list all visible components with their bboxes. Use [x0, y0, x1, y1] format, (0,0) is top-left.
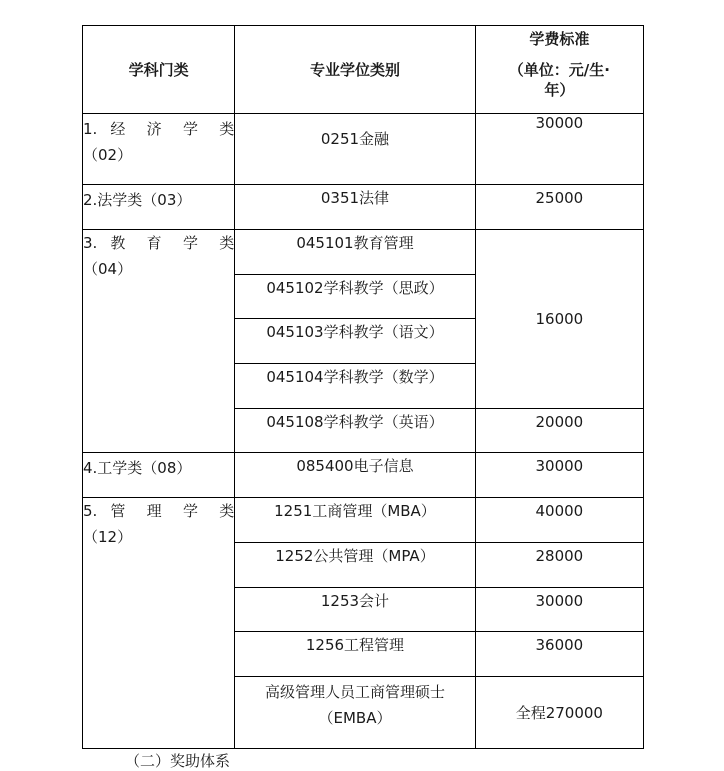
- degree-cell: 045103学科教学（语文）: [235, 319, 475, 364]
- fee-cell: 16000: [475, 230, 643, 409]
- header-fee-unit: （单位：元/生·: [508, 60, 610, 79]
- category-label: 4.工学类（08）: [83, 459, 192, 477]
- fee-cell: 28000: [475, 543, 643, 588]
- category-label: 2.法学类（03）: [83, 191, 192, 209]
- header-category: 学科门类: [83, 26, 235, 114]
- category-cell: [83, 498, 235, 749]
- degree-cell: 045102学科教学（思政）: [235, 275, 475, 319]
- table-row: [83, 498, 644, 543]
- category-label: 1. 经 济 学 类: [83, 120, 235, 138]
- degree-label: 高级管理人员工商管理硕士: [264, 683, 445, 701]
- degree-cell: 1256工程管理: [235, 632, 475, 677]
- header-fee-title: 学费标准: [529, 29, 590, 48]
- degree-cell: [235, 677, 475, 749]
- degree-cell: 1252公共管理（MPA）: [235, 543, 475, 588]
- fee-cell: 30000: [475, 453, 643, 498]
- section-heading: （二）奖助体系: [125, 752, 231, 770]
- tuition-table: [82, 25, 644, 749]
- fee-cell: 全程270000: [475, 677, 643, 749]
- category-cell: [83, 453, 235, 498]
- fee-cell: 40000: [475, 498, 643, 543]
- table-row: [83, 453, 644, 498]
- fee-cell: 36000: [475, 632, 643, 677]
- category-code: （12）: [83, 528, 133, 546]
- table-row: [83, 230, 644, 275]
- degree-cell: 1253会计: [235, 588, 475, 632]
- degree-cell: 045101教育管理: [235, 230, 475, 275]
- category-label: 3. 教 育 学 类: [83, 234, 235, 252]
- header-fee-unit-end: 年）: [544, 80, 575, 99]
- fee-cell: 30000: [475, 588, 643, 632]
- table-row: [83, 114, 644, 185]
- degree-cell: 0251金融: [235, 114, 475, 185]
- degree-cell: 1251工商管理（MBA）: [235, 498, 475, 543]
- category-code: （02）: [83, 146, 133, 164]
- category-cell: [83, 185, 235, 230]
- header-row: [83, 26, 644, 114]
- category-cell: [83, 230, 235, 453]
- category-label: 5. 管 理 学 类: [83, 502, 235, 520]
- category-code: （04）: [83, 260, 133, 278]
- fee-cell: 30000: [475, 114, 643, 185]
- degree-cell: 0351法律: [235, 185, 475, 230]
- header-fee: [475, 26, 643, 114]
- category-cell: [83, 114, 235, 185]
- degree-cell: 085400电子信息: [235, 453, 475, 498]
- table-row: [83, 185, 644, 230]
- degree-cell: 045104学科教学（数学）: [235, 364, 475, 409]
- header-degree: 专业学位类别: [235, 26, 475, 114]
- fee-cell: 25000: [475, 185, 643, 230]
- degree-cell: 045108学科教学（英语）: [235, 409, 475, 453]
- degree-label-code: （EMBA）: [318, 709, 392, 727]
- fee-cell: 20000: [475, 409, 643, 453]
